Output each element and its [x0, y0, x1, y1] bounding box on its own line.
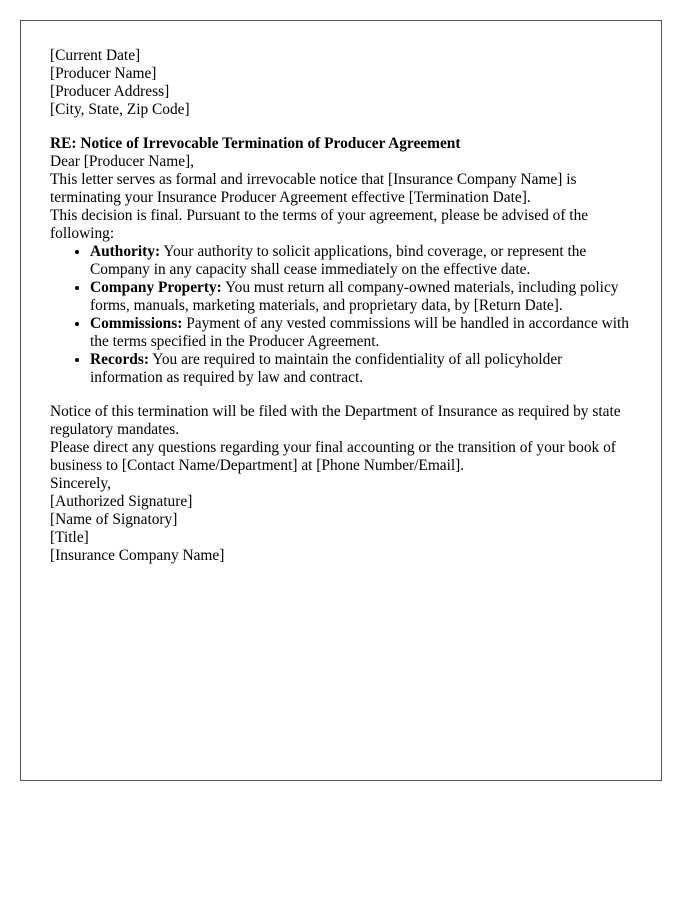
recipient-address: [Producer Address]: [50, 83, 170, 100]
term-label: Commissions:: [90, 315, 183, 332]
contact-paragraph: Please direct any questions regarding your final accounting or the transition of your book of business to [Contact Name/Department] at [Phone Number/Email].: [50, 439, 616, 474]
signatory-title: [Title]: [50, 529, 89, 546]
filing-notice-paragraph: Notice of this termination will be filed with the Department of Insurance as required by state regulatory mandates.: [50, 403, 621, 438]
term-text: Payment of any vested commissions will be handled in accordance with the terms specified in the Producer Agreement.: [90, 315, 630, 350]
intro-paragraph: This letter serves as formal and irrevocable notice that [Insurance Company Name] is terminating your Insurance Producer Agreement effective [Termination Date].: [50, 171, 577, 206]
term-item-company-property: [90, 279, 630, 315]
term-item-authority: [90, 243, 630, 279]
letter-salutation: Dear [Producer Name],: [50, 153, 195, 170]
letter-date: [Current Date]: [50, 47, 141, 64]
recipient-city-state-zip: [City, State, Zip Code]: [50, 101, 190, 118]
recipient-address-block: [50, 65, 661, 119]
term-text: You must return all company-owned materials, including policy forms, manuals, marketing materials, and proprietary data, by [Return Date].: [90, 279, 619, 314]
letter-subject: RE: Notice of Irrevocable Termination of Producer Agreement: [50, 135, 461, 152]
term-label: Authority:: [90, 243, 161, 260]
decision-paragraph: This decision is final. Pursuant to the terms of your agreement, please be advised of the following:: [50, 207, 589, 242]
letter-closing: Sincerely,: [50, 475, 111, 492]
termination-terms-list: [50, 243, 630, 387]
term-text: You are required to maintain the confidentiality of all policyholder information as required by law and contract.: [90, 351, 563, 386]
letter-page: [20, 20, 662, 781]
recipient-name: [Producer Name]: [50, 65, 157, 82]
term-label: Records:: [90, 351, 149, 368]
signatory-company: [Insurance Company Name]: [50, 547, 225, 564]
signature-line: [Authorized Signature]: [50, 493, 193, 510]
signature-block: [50, 493, 661, 565]
term-item-commissions: [90, 315, 630, 351]
term-item-records: [90, 351, 630, 387]
signatory-name: [Name of Signatory]: [50, 511, 178, 528]
term-text: Your authority to solicit applications, bind coverage, or represent the Company in any capacity shall cease immediately on the effective date.: [90, 243, 587, 278]
term-label: Company Property:: [90, 279, 222, 296]
